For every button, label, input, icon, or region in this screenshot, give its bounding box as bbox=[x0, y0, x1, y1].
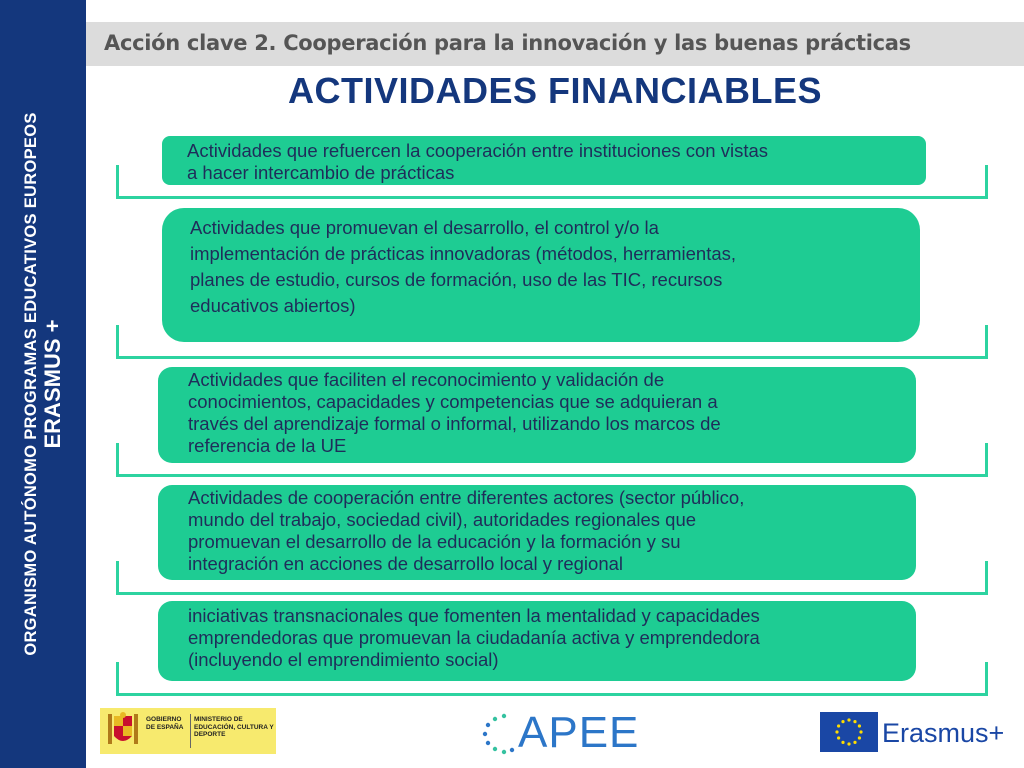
activity-line: educativos abiertos) bbox=[190, 295, 356, 316]
gov-label-1: GOBIERNO DE ESPAÑA bbox=[146, 716, 184, 731]
activity-line: implementación de prácticas innovadoras (métodos, herramientas, bbox=[190, 243, 737, 264]
activity-line: planes de estudio, cursos de formación, uso de las TIC, recursos bbox=[190, 269, 723, 290]
activity-card-1 bbox=[162, 136, 926, 185]
activity-line: integración en acciones de desarrollo local y regional bbox=[188, 553, 624, 574]
activity-line: conocimientos, capacidades y competencias que se adquieran a bbox=[188, 391, 718, 412]
gov-label-2: MINISTERIO DE EDUCACIÓN, CULTURA Y DEPORTE bbox=[194, 716, 274, 738]
slide-subtitle: Acción clave 2. Cooperación para la innovación y las buenas prácticas bbox=[104, 31, 911, 55]
apee-dots-icon bbox=[478, 706, 518, 762]
gov-divider bbox=[190, 714, 191, 748]
activity-line: Actividades que faciliten el reconocimiento y validación de bbox=[188, 369, 665, 390]
government-logo bbox=[100, 708, 276, 754]
slide-title: ACTIVIDADES FINANCIABLES bbox=[287, 70, 823, 111]
activity-line: Actividades que refuercen la cooperación entre instituciones con vistas bbox=[187, 140, 769, 161]
erasmus-wordmark: Erasmus+ bbox=[882, 718, 1005, 748]
apee-wordmark: APEE bbox=[518, 708, 640, 757]
activity-line: promuevan el desarrollo de la educación y la formación y su bbox=[188, 531, 681, 552]
sidebar-text bbox=[21, 112, 65, 655]
activity-card-5 bbox=[158, 601, 916, 681]
activity-line: Actividades que promuevan el desarrollo, el control y/o la bbox=[190, 217, 659, 238]
activity-line: Actividades de cooperación entre diferentes actores (sector público, bbox=[188, 487, 745, 508]
activity-line: referencia de la UE bbox=[188, 435, 347, 456]
activity-card-3 bbox=[158, 367, 916, 463]
activity-card-2 bbox=[162, 208, 920, 342]
sidebar-org-label: ORGANISMO AUTÓNOMO PROGRAMAS EDUCATIVOS EUROPEOS bbox=[22, 112, 40, 656]
activity-line: (incluyendo el emprendimiento social) bbox=[188, 649, 499, 670]
sidebar bbox=[0, 0, 86, 768]
activity-line: emprendedoras que promuevan la ciudadanía activa y emprendedora bbox=[188, 627, 760, 648]
activity-line: iniciativas transnacionales que fomenten la mentalidad y capacidades bbox=[188, 605, 760, 626]
activity-line: a hacer intercambio de prácticas bbox=[187, 162, 455, 183]
activity-line: mundo del trabajo, sociedad civil), autoridades regionales que bbox=[188, 509, 697, 530]
eu-flag-icon bbox=[820, 712, 878, 752]
sidebar-program-label: ERASMUS + bbox=[40, 319, 65, 449]
coat-of-arms-icon bbox=[106, 712, 140, 750]
apee-logo bbox=[478, 706, 668, 762]
activity-line: través del aprendizaje formal o informal, utilizando los marcos de bbox=[188, 413, 721, 434]
activity-card-4 bbox=[158, 485, 916, 580]
